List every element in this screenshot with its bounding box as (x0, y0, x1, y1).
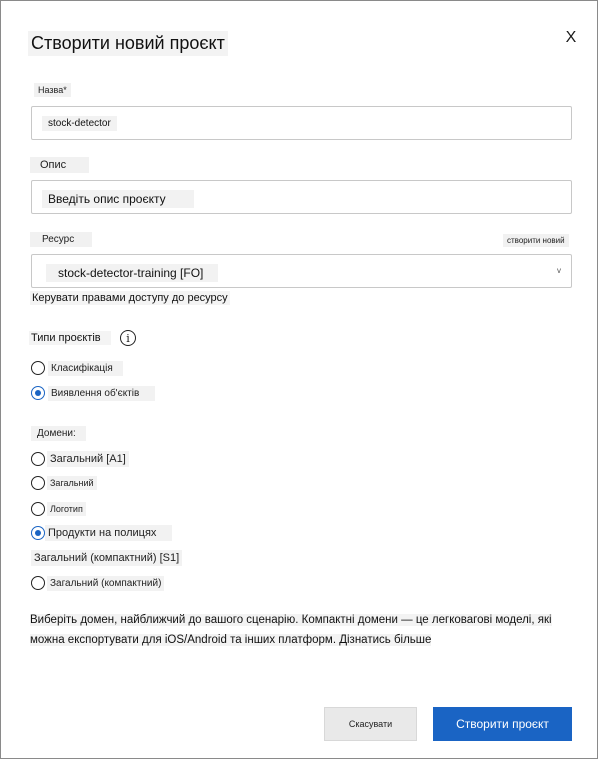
dialog-title: Створити новий проєкт (28, 31, 228, 56)
help-text-line-1: Виберіть домен, найближчий до вашого сценарію. Компактні домени — це легковагові моделі, які (30, 614, 552, 626)
chevron-down-icon: v (557, 266, 561, 275)
name-label: Назва* (34, 83, 71, 97)
description-input[interactable] (31, 180, 572, 214)
radio-domain-general[interactable] (31, 476, 45, 490)
resource-select[interactable] (31, 254, 572, 288)
radio-object-detection-label: Виявлення об'єктів (48, 386, 155, 401)
description-label: Опис (30, 157, 89, 173)
radio-object-detection[interactable] (31, 386, 45, 400)
project-types-label: Типи проєктів (29, 331, 111, 345)
radio-domain-general-label: Загальний (47, 476, 97, 490)
help-text-line-2: можна експортувати для iOS/Android та інших платформ. Дізнатись більше (30, 634, 432, 646)
domain-help-text (30, 610, 575, 650)
radio-domain-retail[interactable] (31, 526, 45, 540)
create-project-button[interactable]: Створити проєкт (433, 707, 572, 741)
name-input[interactable] (31, 106, 572, 140)
radio-domain-logo-label: Логотип (47, 502, 86, 516)
radio-domain-general-compact-label: Загальний (компактний) (47, 576, 164, 591)
radio-domain-general-compact[interactable] (31, 576, 45, 590)
manage-access-link[interactable]: Керувати правами доступу до ресурсу (32, 292, 228, 304)
create-new-resource-link[interactable]: створити новий (503, 234, 569, 247)
close-icon[interactable]: X (565, 29, 577, 46)
domain-general-compact-s1-label: Загальний (компактний) [S1] (31, 550, 182, 566)
info-icon[interactable]: i (120, 330, 136, 346)
radio-domain-general-a1[interactable] (31, 452, 45, 466)
radio-domain-general-a1-label: Загальний [A1] (47, 451, 129, 467)
radio-domain-retail-label: Продукти на полицях (45, 525, 172, 541)
resource-label: Ресурс (30, 232, 92, 247)
description-placeholder: Введіть опис проєкту (42, 190, 194, 208)
resource-select-value: stock-detector-training [FO] (46, 264, 218, 282)
radio-classification-label: Класифікація (48, 361, 123, 376)
domains-label: Домени: (31, 426, 86, 441)
cancel-button[interactable]: Скасувати (324, 707, 417, 741)
radio-classification[interactable] (31, 361, 45, 375)
radio-domain-logo[interactable] (31, 502, 45, 516)
name-input-value: stock-detector (42, 116, 117, 131)
